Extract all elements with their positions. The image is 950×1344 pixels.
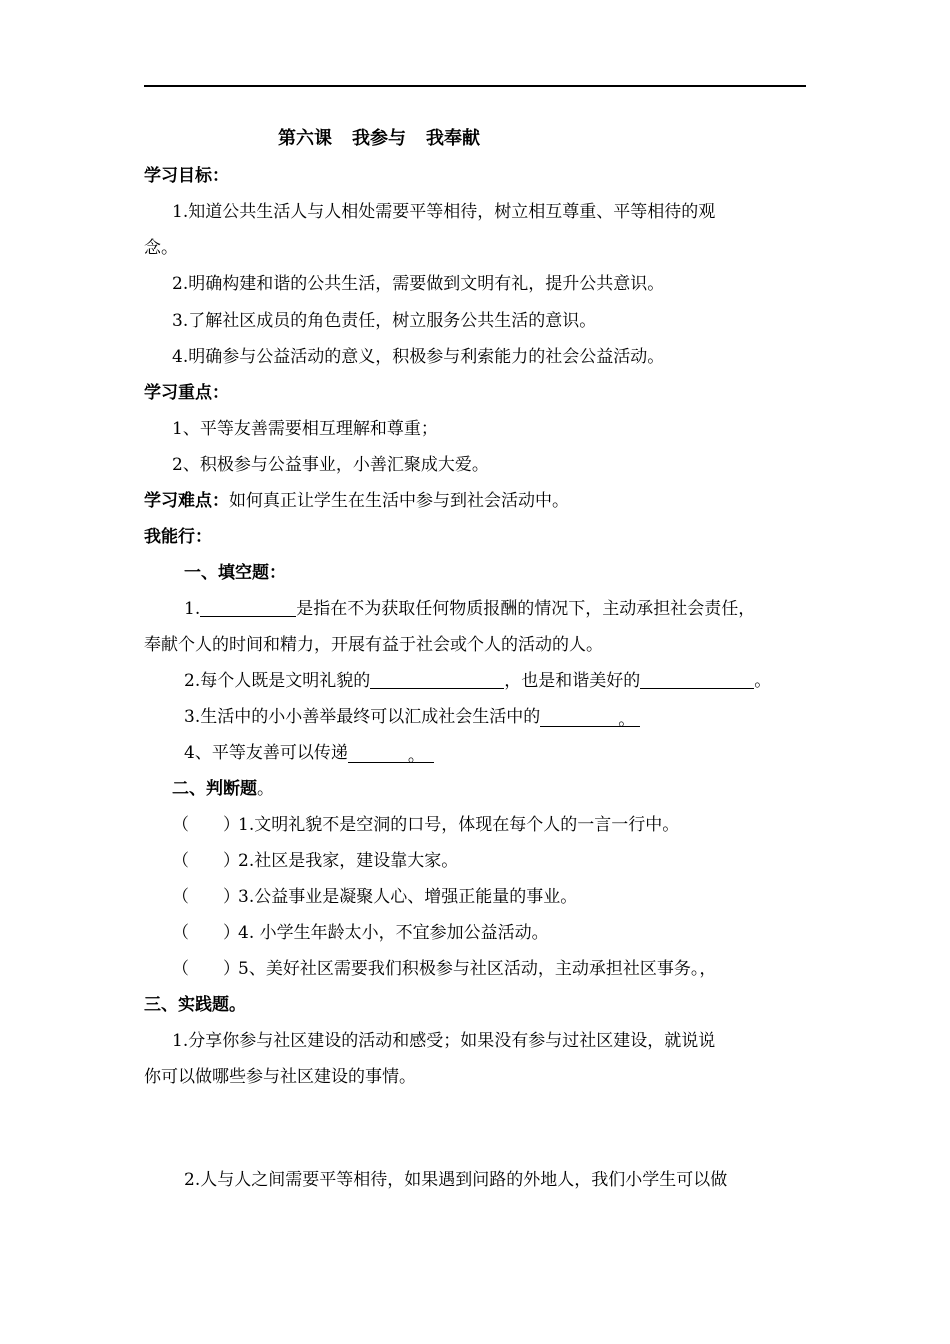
goal-item-continuation: 念。 bbox=[144, 238, 178, 258]
fill-q2-part-a: 2.每个人既是文明礼貌的 bbox=[184, 671, 371, 691]
fill-q2-part-b: ，也是和谐美好的 bbox=[504, 671, 641, 691]
title-lesson-number: 第六课 bbox=[278, 128, 332, 149]
judge-item bbox=[172, 849, 852, 873]
fill-question-4 bbox=[184, 741, 864, 765]
goal-item: 1.知道公共生活人与人相处需要平等相待，树立相互尊重、平等相待的观 bbox=[172, 202, 716, 222]
goals-heading: 学习目标： bbox=[144, 166, 229, 186]
practice-question-1: 1.分享你参与社区建设的活动和感受；如果没有参与过社区建设，就说说 bbox=[172, 1031, 716, 1051]
fill-question-3 bbox=[184, 705, 864, 729]
practice-question-2: 2.人与人之间需要平等相待，如果遇到问路的外地人，我们小学生可以做 bbox=[184, 1170, 728, 1190]
i-can-heading: 我能行： bbox=[144, 527, 212, 547]
fill-q3-text: 3.生活中的小小善举最终可以汇成社会生活中的 bbox=[184, 707, 541, 727]
judge-heading-line bbox=[172, 777, 852, 801]
answer-blank[interactable] bbox=[540, 708, 640, 730]
answer-parentheses[interactable]: （ ） bbox=[172, 851, 240, 871]
lesson-title bbox=[278, 127, 950, 151]
difficulty-heading: 学习难点： bbox=[144, 491, 229, 511]
judge-item-text: 3.公益事业是凝聚人心、增强正能量的事业。 bbox=[238, 887, 578, 907]
practice-question-1-continuation: 你可以做哪些参与社区建设的事情。 bbox=[144, 1067, 416, 1087]
answer-parentheses[interactable]: （ ） bbox=[172, 887, 240, 907]
key-points-heading: 学习重点： bbox=[144, 383, 229, 403]
key-point-item: 1、平等友善需要相互理解和尊重； bbox=[172, 419, 438, 439]
judge-heading: 二、判断题 bbox=[172, 779, 257, 799]
header-rule bbox=[144, 85, 806, 87]
judge-item-text: 1.文明礼貌不是空洞的口号，体现在每个人的一言一行中。 bbox=[238, 815, 680, 835]
judge-heading-tail: 。 bbox=[257, 779, 274, 799]
goal-item: 2.明确构建和谐的公共生活，需要做到文明有礼，提升公共意识。 bbox=[172, 274, 665, 294]
fill-question-1 bbox=[184, 597, 864, 621]
answer-parentheses[interactable]: （ ） bbox=[172, 923, 240, 943]
answer-parentheses[interactable]: （ ） bbox=[172, 959, 240, 979]
judge-item bbox=[172, 921, 852, 945]
judge-item-text: 4. 小学生年龄太小，不宜参加公益活动。 bbox=[238, 923, 549, 943]
title-participate: 我参与 bbox=[352, 128, 406, 149]
fill-question-2 bbox=[184, 669, 864, 693]
practice-heading: 三、实践题。 bbox=[144, 995, 246, 1015]
judge-item bbox=[172, 957, 852, 981]
fill-q3-end: 。 bbox=[618, 710, 636, 730]
key-point-item: 2、积极参与公益事业，小善汇聚成大爱。 bbox=[172, 455, 489, 475]
answer-parentheses[interactable]: （ ） bbox=[172, 815, 240, 835]
difficulty-text: 如何真正让学生在生活中参与到社会活动中。 bbox=[229, 491, 569, 511]
answer-blank[interactable] bbox=[348, 744, 434, 766]
fill-q1-number: 1. bbox=[184, 599, 201, 619]
fill-question-1-continuation: 奉献个人的时间和精力，开展有益于社会或个人的活动的人。 bbox=[144, 635, 603, 655]
judge-item bbox=[172, 813, 852, 837]
answer-blank[interactable] bbox=[200, 598, 296, 617]
judge-item bbox=[172, 885, 852, 909]
fill-q4-end: 。 bbox=[407, 746, 425, 766]
title-contribute: 我奉献 bbox=[426, 128, 480, 149]
answer-blank[interactable] bbox=[640, 670, 754, 689]
goal-item: 4.明确参与公益活动的意义，积极参与利索能力的社会公益活动。 bbox=[172, 347, 665, 367]
judge-item-text: 2.社区是我家，建设靠大家。 bbox=[238, 851, 459, 871]
fill-q4-text: 4、平等友善可以传递 bbox=[184, 743, 348, 763]
fill-q1-text: 是指在不为获取任何物质报酬的情况下，主动承担社会责任， bbox=[296, 599, 756, 619]
goal-item: 3.了解社区成员的角色责任，树立服务公共生活的意识。 bbox=[172, 311, 597, 331]
judge-item-text: 5、美好社区需要我们积极参与社区活动，主动承担社区事务。， bbox=[238, 959, 717, 979]
fill-blank-heading: 一、填空题： bbox=[184, 563, 286, 583]
fill-q2-end: 。 bbox=[754, 671, 772, 691]
difficulty-line bbox=[144, 489, 824, 513]
answer-blank[interactable] bbox=[370, 670, 504, 689]
